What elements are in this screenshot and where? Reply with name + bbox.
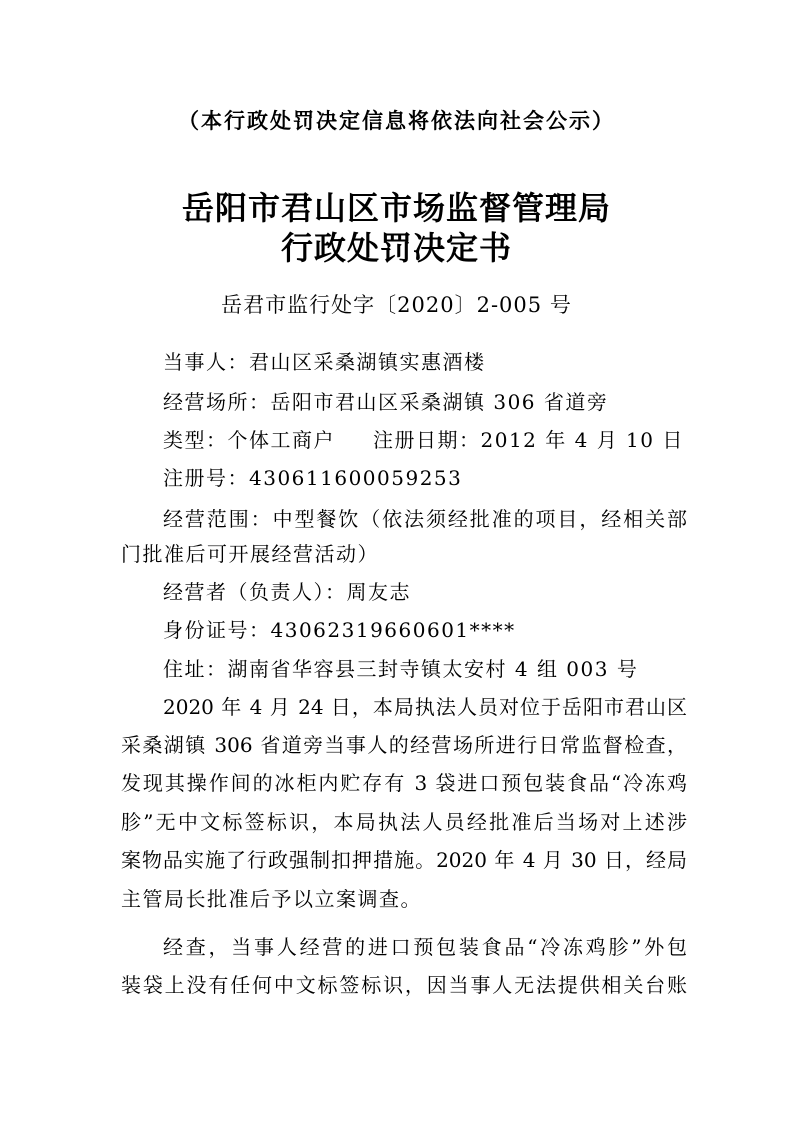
paragraph-line: 主管局长批准后予以立案调查。 [121,887,422,911]
paragraph-line: 胗”无中文标签标识，本局执法人员经批准后当场对上述涉 [121,810,687,834]
id-number-line: 身份证号：43062319660601**** [163,618,516,642]
paragraph-line: 发现其操作间的冰柜内贮存有 3 袋进口预包装食品“冷冻鸡 [121,771,687,795]
business-scope-line-1: 经营范围：中型餐饮（依法须经批准的项目，经相关部 [163,507,687,531]
business-scope-line-2: 门批准后可开展经营活动） [121,542,379,566]
registration-date: 注册日期：2012 年 4 月 10 日 [373,428,684,452]
issuing-authority-title: 岳阳市君山区市场监督管理局 [181,189,611,227]
party-name-line: 当事人：君山区采桑湖镇实惠酒楼 [163,350,486,374]
operator-line: 经营者（负责人）：周友志 [163,580,411,604]
paragraph-line: 采桑湖镇 306 省道旁当事人的经营场所进行日常监督检查， [121,733,687,757]
document-number: 岳君市监行处字〔2020〕2-005 号 [221,293,572,317]
address-line: 住址：湖南省华容县三封寺镇太安村 4 组 003 号 [163,657,639,681]
type-and-reg-date-line [163,425,687,455]
paragraph-line: 2020 年 4 月 24 日，本局执法人员对位于岳阳市君山区 [163,695,687,719]
business-type: 类型：个体工商户 [163,428,335,452]
publication-notice: （本行政处罚决定信息将依法向社会公示） [178,108,615,133]
paragraph-line: 经查，当事人经营的进口预包装食品“冷冻鸡胗”外包 [163,935,687,959]
registration-number-line: 注册号：430611600059253 [163,466,463,490]
paragraph-line: 案物品实施了行政强制扣押措施。2020 年 4 月 30 日，经局 [121,848,687,872]
document-type-title: 行政处罚决定书 [280,229,512,267]
paragraph-line: 装袋上没有任何中文标签标识，因当事人无法提供相关台账 [121,973,687,997]
premises-line: 经营场所：岳阳市君山区采桑湖镇 306 省道旁 [163,390,609,414]
